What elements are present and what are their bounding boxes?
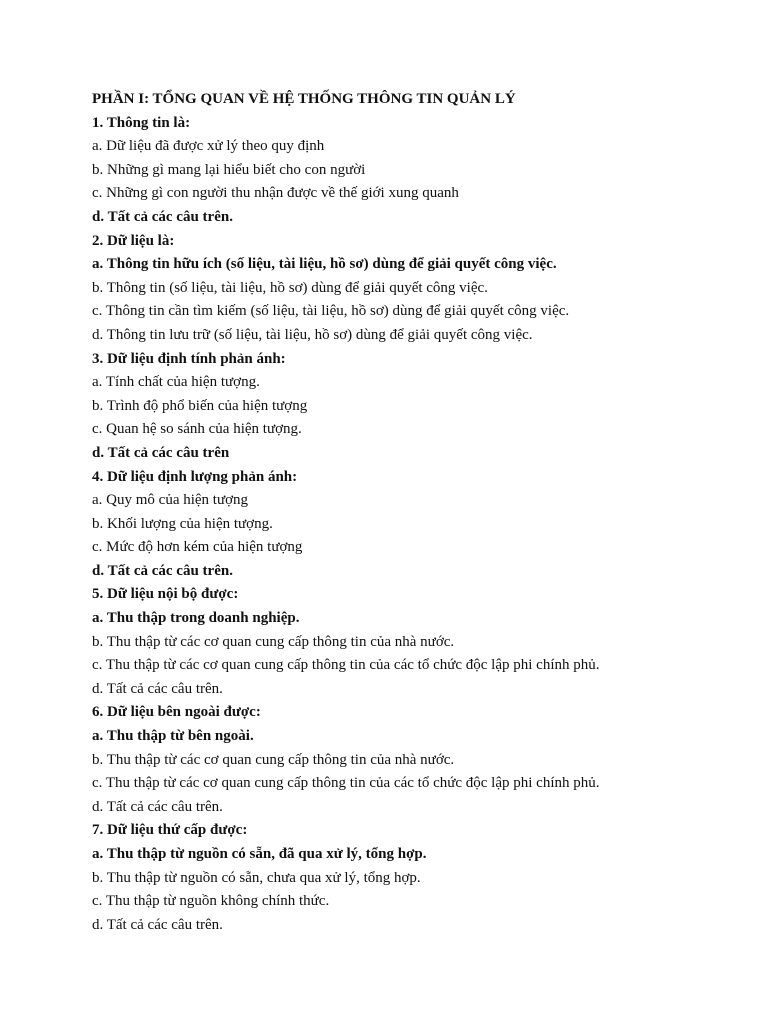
question-block [92,348,752,466]
document-title: PHẦN I: TỔNG QUAN VỀ HỆ THỐNG THÔNG TIN QUẢN LÝ [92,91,516,107]
answer-option: d. Tất cả các câu trên. [92,916,223,933]
answer-option-highlighted: a. Thu thập trong doanh nghiệp. [92,610,300,627]
answer-option: b. Những gì mang lại hiểu biết cho con người [92,161,366,178]
answer-option: c. Thông tin cần tìm kiếm (số liệu, tài liệu, hồ sơ) dùng để giải quyết công việc. [92,303,570,320]
answer-option: c. Thu thập từ nguồn không chính thức. [92,893,330,910]
question-text: 1. Thông tin là: [92,114,191,131]
question-block [92,701,752,819]
question-block [92,466,752,584]
answer-option: a. Tính chất của hiện tượng. [92,374,260,391]
answer-option: c. Những gì con người thu nhận được về thế giới xung quanh [92,185,459,202]
question-text: 4. Dữ liệu định lượng phản ánh: [92,468,298,485]
answer-option: d. Thông tin lưu trữ (số liệu, tài liệu, hồ sơ) dùng để giải quyết công việc. [92,326,533,343]
answer-option-highlighted: d. Tất cả các câu trên [92,444,230,461]
answer-option-highlighted: a. Thông tin hữu ích (số liệu, tài liệu, hồ sơ) dùng để giải quyết công việc. [92,256,557,273]
question-block [92,583,752,701]
question-text: 5. Dữ liệu nội bộ được: [92,586,239,603]
answer-option: b. Khối lượng của hiện tượng. [92,515,273,532]
question-text: 3. Dữ liệu định tính phản ánh: [92,350,286,367]
answer-option: a. Dữ liệu đã được xử lý theo quy định [92,138,325,155]
question-text: 2. Dữ liệu là: [92,232,175,249]
question-block [92,230,752,348]
answer-option-highlighted: d. Tất cả các câu trên. [92,562,233,579]
answer-option: b. Trình độ phổ biến của hiện tượng [92,397,308,414]
question-text: 6. Dữ liệu bên ngoài được: [92,704,261,721]
answer-option: c. Thu thập từ các cơ quan cung cấp thông tin của các tổ chức độc lập phi chính phủ. [92,775,600,792]
answer-option: d. Tất cả các câu trên. [92,680,223,697]
answer-option: d. Tất cả các câu trên. [92,798,223,815]
answer-option: b. Thu thập từ các cơ quan cung cấp thông tin của nhà nước. [92,633,455,650]
answer-option: a. Quy mô của hiện tượng [92,492,249,509]
answer-option: c. Thu thập từ các cơ quan cung cấp thông tin của các tổ chức độc lập phi chính phủ. [92,657,600,674]
answer-option-highlighted: a. Thu thập từ nguồn có sẵn, đã qua xử lý, tổng hợp. [92,846,427,862]
question-block [92,112,752,230]
question-text: 7. Dữ liệu thứ cấp được: [92,822,248,839]
document-page [92,88,752,937]
answer-option: b. Thu thập từ nguồn có sẵn, chưa qua xử lý, tổng hợp. [92,869,421,886]
question-list [92,112,752,938]
answer-option-highlighted: d. Tất cả các câu trên. [92,208,233,225]
answer-option: b. Thông tin (số liệu, tài liệu, hồ sơ) dùng để giải quyết công việc. [92,279,488,296]
answer-option: c. Mức độ hơn kém của hiện tượng [92,539,303,556]
answer-option: c. Quan hệ so sánh của hiện tượng. [92,421,302,438]
question-block [92,819,752,937]
answer-option-highlighted: a. Thu thập từ bên ngoài. [92,728,254,745]
answer-option: b. Thu thập từ các cơ quan cung cấp thông tin của nhà nước. [92,751,455,768]
